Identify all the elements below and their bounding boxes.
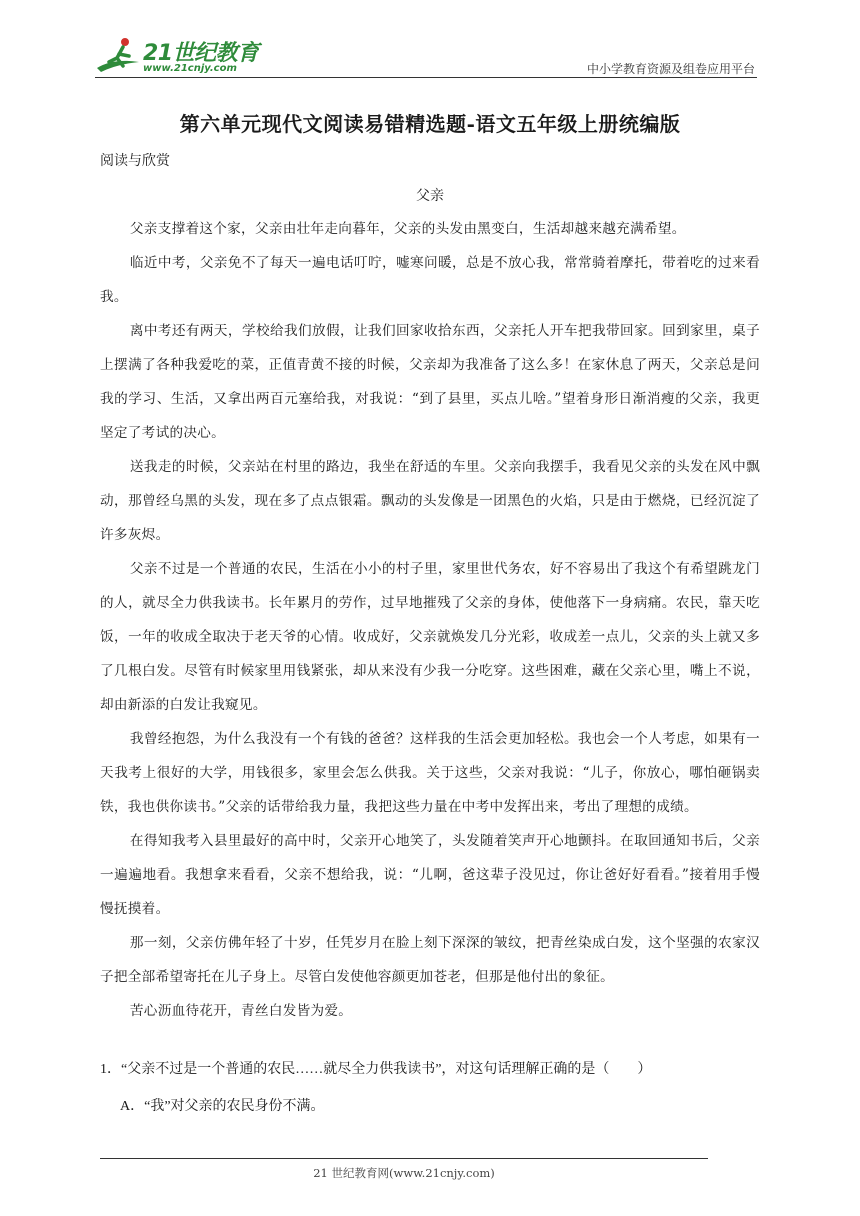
site-logo[interactable] <box>95 32 265 78</box>
section-heading: 阅读与欣赏 <box>100 153 170 169</box>
paragraph: 临近中考，父亲免不了每天一遍电话叮咛，嘘寒问暖，总是不放心我，常常骑着摩托，带着吃的过来看我。 <box>100 255 760 305</box>
question-1: 1．“父亲不过是一个普通的农民……就尽全力供我读书”，对这句话理解正确的是（ ） <box>100 1062 652 1077</box>
logo-url: www.21cnjy.com <box>143 63 237 74</box>
header-divider <box>95 77 757 78</box>
paragraph: 离中考还有两天，学校给我们放假，让我们回家收拾东西，父亲托人开车把我带回家。回到家里，桌子上摆满了各种我爱吃的菜，正值青黄不接的时候，父亲却为我准备了这么多！在家休息了两天，父亲总是问我的学习、生活，又拿出两百元塞给我，对我说：“到了县里，买点儿啥。”望着身形日渐消瘦的父亲，我更坚定了考试的决心。 <box>100 323 760 441</box>
passage-title: 父亲 <box>416 188 444 204</box>
option-a: A．“我”对父亲的农民身份不满。 <box>120 1099 325 1114</box>
runner-logo-icon <box>95 36 141 74</box>
paragraph: 父亲不过是一个普通的农民，生活在小小的村子里，家里世代务农，好不容易出了我这个有希望跳龙门的人，就尽全力供我读书。长年累月的劳作，过早地摧残了父亲的身体，使他落下一身病痛。农民，靠天吃饭，一年的收成全取决于老天爷的心情。收成好，父亲就焕发几分光彩，收成差一点儿，父亲的头上就又多了几根白发。尽管有时候家里用钱紧张，却从来没有少我一分吃穿。这些困难，藏在父亲心里，嘴上不说，却由新添的白发让我窥见。 <box>100 561 760 713</box>
page-footer: 21 世纪教育网(www.21cnjy.com) <box>313 1166 495 1180</box>
paragraph: 父亲支撑着这个家，父亲由壮年走向暮年，父亲的头发由黑变白，生活却越来越充满希望。 <box>129 221 686 237</box>
paragraph: 在得知我考入县里最好的高中时，父亲开心地笑了，头发随着笑声开心地颤抖。在取回通知书后，父亲一遍遍地看。我想拿来看看，父亲不想给我，说：“儿啊，爸这辈子没见过，你让爸好好看看。”接着用手慢慢抚摸着。 <box>100 833 760 917</box>
paragraph: 那一刻，父亲仿佛年轻了十岁，任凭岁月在脸上刻下深深的皱纹，把青丝染成白发，这个坚强的农家汉子把全部希望寄托在儿子身上。尽管白发使他容颜更加苍老，但那是他付出的象征。 <box>100 935 760 985</box>
footer-divider <box>100 1158 708 1159</box>
logo-title: 21世纪教育 <box>143 41 259 66</box>
paragraph: 苦心沥血待花开，青丝白发皆为爱。 <box>129 1003 353 1019</box>
paragraph: 我曾经抱怨，为什么我没有一个有钱的爸爸？这样我的生活会更加轻松。我也会一个人考虑，如果有一天我考上很好的大学，用钱很多，家里会怎么供我。关于这些，父亲对我说：“儿子，你放心，哪怕砸锅卖铁，我也供你读书。”父亲的话带给我力量，我把这些力量在中考中发挥出来，考出了理想的成绩。 <box>100 731 760 815</box>
page-header <box>95 32 755 80</box>
passage-body <box>100 212 760 1028</box>
platform-name: 中小学教育资源及组卷应用平台 <box>586 62 755 76</box>
paragraph: 送我走的时候，父亲站在村里的路边，我坐在舒适的车里。父亲向我摆手，我看见父亲的头发在风中飘动，那曾经乌黑的头发，现在多了点点银霜。飘动的头发像是一团黑色的火焰，只是由于燃烧，已经沉淀了许多灰烬。 <box>100 459 760 543</box>
document-title: 第六单元现代文阅读易错精选题-语文五年级上册统编版 <box>179 112 681 136</box>
